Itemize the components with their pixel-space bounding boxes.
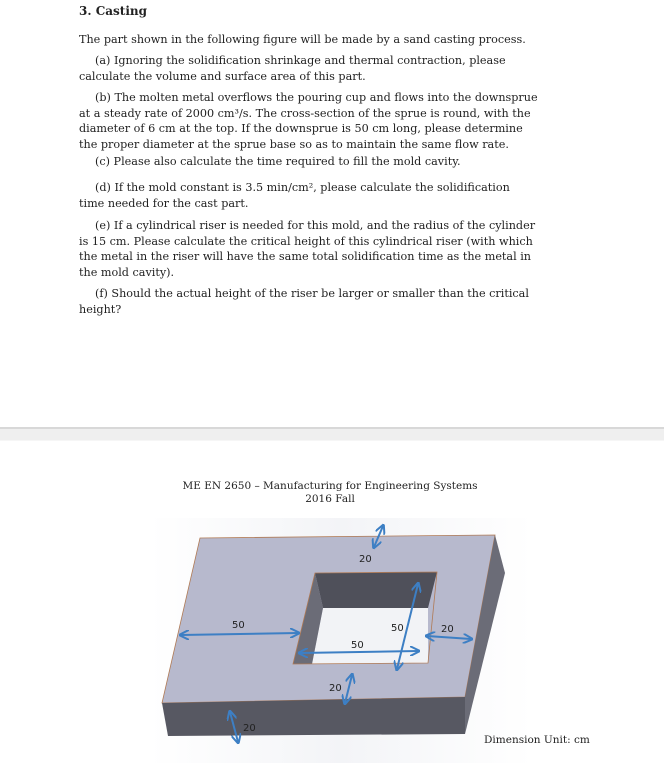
- problem-text-line: The part shown in the following figure will be made by a sand casting process.: [79, 33, 526, 46]
- course-header: ME EN 2650 – Manufacturing for Engineering Systems: [182, 480, 478, 492]
- dim-label-top: 20: [359, 554, 372, 565]
- page-separator: [0, 427, 664, 441]
- hole-back-wall: [315, 572, 437, 608]
- problem-text-line: time needed for the cast part.: [79, 196, 249, 210]
- dim-label-hole-width: 50: [351, 640, 364, 651]
- problem-text-line: the proper diameter at the sprue base so as to maintain the same flow rate.: [79, 137, 509, 151]
- dim-label-thickness: 20: [243, 723, 256, 734]
- dim-label-front: 20: [329, 683, 342, 694]
- problem-text-line: is 15 cm. Please calculate the critical height of this cylindrical riser (with which: [79, 234, 533, 248]
- problem-text-line: (c) Please also calculate the time required to fill the mold cavity.: [95, 155, 461, 168]
- problem-text-line: (a) Ignoring the solidification shrinkage and thermal contraction, please: [95, 54, 506, 67]
- problem-text-line: height?: [79, 302, 122, 316]
- front-face: [162, 697, 465, 736]
- dim-label-hole-depth: 50: [391, 623, 404, 634]
- problem-text-line: at a steady rate of 2000 cm³/s. The cross-section of the sprue is round, with the: [79, 106, 531, 120]
- problem-text-line: diameter of 6 cm at the top. If the downsprue is 50 cm long, please determine: [79, 122, 523, 135]
- problem-title: 3. Casting: [79, 4, 148, 18]
- problem-text-line: calculate the volume and surface area of this part.: [79, 69, 366, 83]
- problem-text-line: (f) Should the actual height of the riser be larger or smaller than the critical: [95, 287, 529, 300]
- problem-text-line: the metal in the riser will have the same total solidification time as the metal in: [79, 250, 532, 263]
- problem-text-line: the mold cavity).: [79, 265, 175, 279]
- dim-label-right: 20: [441, 624, 454, 635]
- problem-text-line: (d) If the mold constant is 3.5 min/cm², please calculate the solidification: [95, 181, 510, 194]
- problem-text-line: (e) If a cylindrical riser is needed for this mold, and the radius of the cylinder: [95, 219, 536, 232]
- dim-label-left: 50: [232, 620, 245, 631]
- problem-text-line: (b) The molten metal overflows the pouring cup and flows into the downsprue: [95, 91, 538, 104]
- dimension-unit-label: Dimension Unit: cm: [484, 734, 590, 746]
- term-header: 2016 Fall: [305, 493, 355, 505]
